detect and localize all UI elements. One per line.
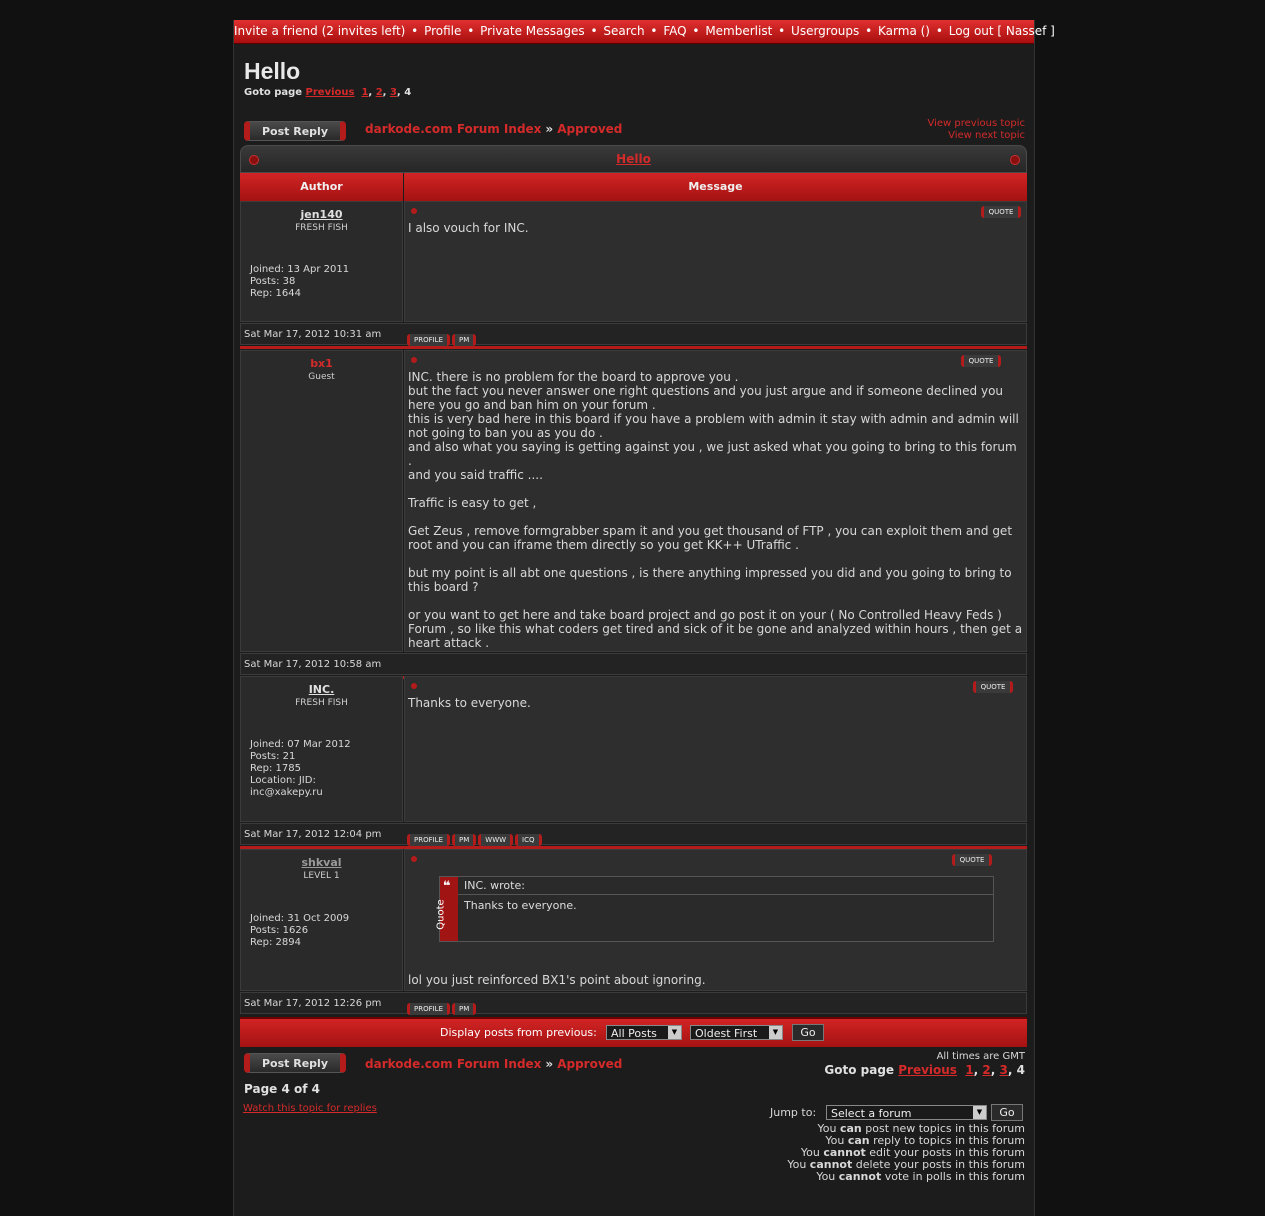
post-footer — [240, 823, 1027, 845]
breadcrumb — [365, 1057, 622, 1071]
goto-page-3[interactable]: 3 — [389, 87, 397, 98]
display-go-button[interactable]: Go — [792, 1024, 824, 1041]
goto-page-2[interactable]: 2 — [982, 1063, 991, 1077]
nav-faq[interactable]: FAQ — [663, 24, 687, 38]
dropdown-arrow-icon: ▼ — [769, 1026, 782, 1039]
goto-page-1[interactable]: 1 — [361, 87, 369, 98]
permission-line: You cannot vote in polls in this forum — [816, 1170, 1025, 1183]
quote-author: INC. wrote: — [458, 877, 993, 895]
nav-separator: • — [467, 24, 475, 38]
breadcrumb-separator: » — [545, 122, 554, 136]
quote-label: Quote — [435, 899, 447, 930]
nav-separator: • — [590, 24, 598, 38]
display-range-select[interactable] — [606, 1025, 682, 1040]
permission-line: You can reply to topics in this forum — [825, 1134, 1025, 1147]
post-footer — [240, 653, 1027, 675]
post-message-cell — [404, 350, 1027, 652]
post-footer — [240, 323, 1027, 345]
post-bullet-icon — [411, 856, 417, 862]
message-column-header: Message — [404, 173, 1027, 201]
goto-page: Goto page Previous 1, 2, 3, 4 — [244, 87, 412, 98]
post-bullet-icon — [411, 208, 417, 214]
nav-memberlist[interactable]: Memberlist — [705, 24, 773, 38]
nav-separator: • — [692, 24, 700, 38]
post-author-cell — [240, 676, 403, 822]
jump-forum-value: Select a forum — [831, 1107, 912, 1120]
display-order-select[interactable] — [690, 1025, 783, 1040]
breadcrumb-forum-index[interactable]: darkode.com Forum Index — [365, 122, 542, 136]
nav-profile[interactable]: Profile — [424, 24, 462, 38]
quote-block — [435, 876, 994, 942]
post-divider — [240, 346, 1027, 349]
nav-separator: • — [778, 24, 786, 38]
permission-line: You can post new topics in this forum — [817, 1122, 1025, 1135]
display-order-value: Oldest First — [695, 1027, 758, 1040]
permission-line: You cannot edit your posts in this forum — [800, 1146, 1025, 1159]
page-title[interactable]: Hello — [244, 58, 301, 84]
post-tools — [407, 827, 544, 846]
post-author-name: bx1 — [310, 357, 333, 370]
goto-current-page: 4 — [1016, 1063, 1025, 1077]
goto-label: Goto page — [824, 1063, 895, 1077]
post-author-rank: FRESH FISH — [295, 223, 348, 233]
goto-page-1[interactable]: 1 — [965, 1063, 974, 1077]
dropdown-arrow-icon: ▼ — [668, 1026, 681, 1039]
pm-button[interactable]: PM — [452, 834, 476, 846]
post-author-info: Joined: 07 Mar 2012 Posts: 21 Rep: 1785 Location: JID: inc@xakepy.ru — [250, 739, 351, 798]
nav-separator: • — [650, 24, 658, 38]
post-author-rank: Guest — [308, 372, 335, 382]
permissions-list — [787, 1123, 1025, 1183]
nav-separator: • — [411, 24, 419, 38]
post-author-info: Joined: 31 Oct 2009 Posts: 1626 Rep: 2894 — [250, 913, 350, 948]
view-previous-topic-link[interactable]: View previous topic — [927, 118, 1025, 129]
nav-separator: • — [935, 24, 943, 38]
nav-logout[interactable]: Log out [ Nassef ] — [948, 24, 1055, 38]
view-next-topic-link[interactable]: View next topic — [948, 130, 1025, 141]
post-date: Sat Mar 17, 2012 12:26 pm — [244, 998, 382, 1009]
column-header — [240, 173, 1027, 201]
nav-karma[interactable]: Karma () — [878, 24, 930, 38]
goto-previous-link[interactable]: Previous — [898, 1063, 957, 1077]
page-header — [244, 58, 411, 98]
goto-page-2[interactable]: 2 — [375, 87, 383, 98]
post-date: Sat Mar 17, 2012 10:58 am — [244, 659, 382, 670]
topic-title-bar — [240, 145, 1027, 173]
profile-button[interactable]: PROFILE — [407, 834, 450, 846]
topic-nav-links — [927, 118, 1025, 142]
post-author-cell — [240, 849, 403, 991]
post-body: Thanks to everyone. — [408, 696, 531, 710]
post-message-cell — [404, 849, 1027, 991]
quote-button[interactable]: QUOTE — [952, 854, 992, 866]
post-body: lol you just reinforced BX1's point about ignoring. — [408, 973, 706, 987]
page-of-pages: Page 4 of 4 — [244, 1082, 320, 1096]
pm-button[interactable]: PM — [452, 1003, 476, 1015]
post-tools — [407, 327, 478, 346]
timezone-note: All times are GMT — [936, 1051, 1025, 1062]
goto-current-page: 4 — [404, 87, 412, 98]
post-tools — [407, 996, 478, 1015]
top-navigation — [234, 20, 1055, 44]
author-column-header: Author — [240, 173, 403, 201]
post-message-cell — [404, 201, 1027, 322]
breadcrumb-forum-index[interactable]: darkode.com Forum Index — [365, 1057, 542, 1071]
post-author-cell — [240, 350, 403, 652]
post-body: I also vouch for INC. — [408, 221, 529, 235]
display-label: Display posts from previous: — [440, 1026, 597, 1039]
quote-body: Thanks to everyone. — [464, 899, 577, 912]
quote-button[interactable]: QUOTE — [981, 206, 1021, 218]
post-author-cell — [240, 201, 403, 322]
goto-label: Goto page — [244, 87, 303, 98]
profile-button[interactable]: PROFILE — [407, 1003, 450, 1015]
nav-private-messages[interactable]: Private Messages — [480, 24, 585, 38]
jump-to-label: Jump to: — [770, 1106, 817, 1119]
post-date: Sat Mar 17, 2012 12:04 pm — [244, 829, 382, 840]
post-author-rank: LEVEL 1 — [303, 871, 340, 881]
watch-topic-link[interactable]: Watch this topic for replies — [243, 1103, 377, 1114]
icq-button[interactable]: ICQ — [515, 834, 541, 846]
display-range-value: All Posts — [611, 1027, 657, 1040]
quote-button[interactable]: QUOTE — [961, 355, 1001, 367]
goto-previous-link[interactable]: Previous — [305, 87, 355, 98]
post-footer — [240, 992, 1027, 1014]
quote-sidebar — [435, 877, 458, 941]
nav-separator: • — [865, 24, 873, 38]
permission-line: You cannot delete your posts in this forum — [787, 1158, 1025, 1171]
breadcrumb — [365, 122, 622, 136]
display-options-bar — [240, 1017, 1027, 1047]
post-author-rank: FRESH FISH — [295, 698, 348, 708]
nav-search[interactable]: Search — [603, 24, 645, 38]
page-wrapper — [233, 20, 1055, 1216]
post-message-cell — [404, 676, 1027, 822]
post-author-name[interactable]: INC. — [308, 683, 335, 696]
post-reply-button[interactable]: Post Reply — [244, 121, 346, 141]
profile-button[interactable]: PROFILE — [407, 334, 450, 346]
nav-invite[interactable]: Invite a friend (2 invites left) — [234, 24, 406, 38]
jump-go-button[interactable]: Go — [991, 1104, 1023, 1121]
post-author-info: Joined: 13 Apr 2011 Posts: 38 Rep: 1644 — [250, 264, 350, 299]
quote-button[interactable]: QUOTE — [973, 681, 1013, 693]
jump-forum-select[interactable] — [826, 1105, 987, 1120]
breadcrumb-separator: » — [545, 1057, 554, 1071]
post-bullet-icon — [411, 357, 417, 363]
nav-usergroups[interactable]: Usergroups — [791, 24, 860, 38]
goto-page-3[interactable]: 3 — [999, 1063, 1008, 1077]
post-bullet-icon — [411, 683, 417, 689]
pm-button[interactable]: PM — [452, 334, 476, 346]
topic-title-link[interactable]: Hello — [616, 152, 651, 166]
breadcrumb-forum[interactable]: Approved — [557, 1057, 623, 1071]
post-author-name[interactable]: jen140 — [300, 208, 343, 221]
quote-mark-icon: ❝ — [443, 879, 451, 894]
goto-page-bottom: Goto page Previous 1, 2, 3, 4 — [824, 1063, 1025, 1077]
dropdown-arrow-icon: ▼ — [973, 1106, 986, 1119]
post-body: INC. there is no problem for the board to approve you . but the fact you never answer one right questions and you just argue and if someone declined you here you go and ban him on your forum . this is very bad here in this board if you have a problem with admin it stay with admin and admin will not going to ban you as you do . and also what you saying is getting against you , we just asked what you going to bring to this forum . and you said traffic .... Traffic is easy to get , Get Zeus , remove formgrabber spam it and you get thousand of FTP , you can exploit them and get root and you can iframe them directly so you get KK++ UTraffic . but my point is all abt one questions , is there anything impressed you did and you going to bring to this board ? or you want to get here and take board project and go post it on your ( No Controlled Heavy Feds ) Forum , so like this what coders get tired and sick of it be gone and analyzed within hours , then get a heart attack . — [408, 370, 1023, 650]
post-reply-button[interactable]: Post Reply — [244, 1053, 346, 1073]
bullet-icon — [1010, 155, 1020, 165]
post-date: Sat Mar 17, 2012 10:31 am — [244, 329, 382, 340]
post-author-name[interactable]: shkval — [301, 856, 342, 869]
breadcrumb-forum[interactable]: Approved — [557, 122, 623, 136]
www-button[interactable]: WWW — [478, 834, 513, 846]
